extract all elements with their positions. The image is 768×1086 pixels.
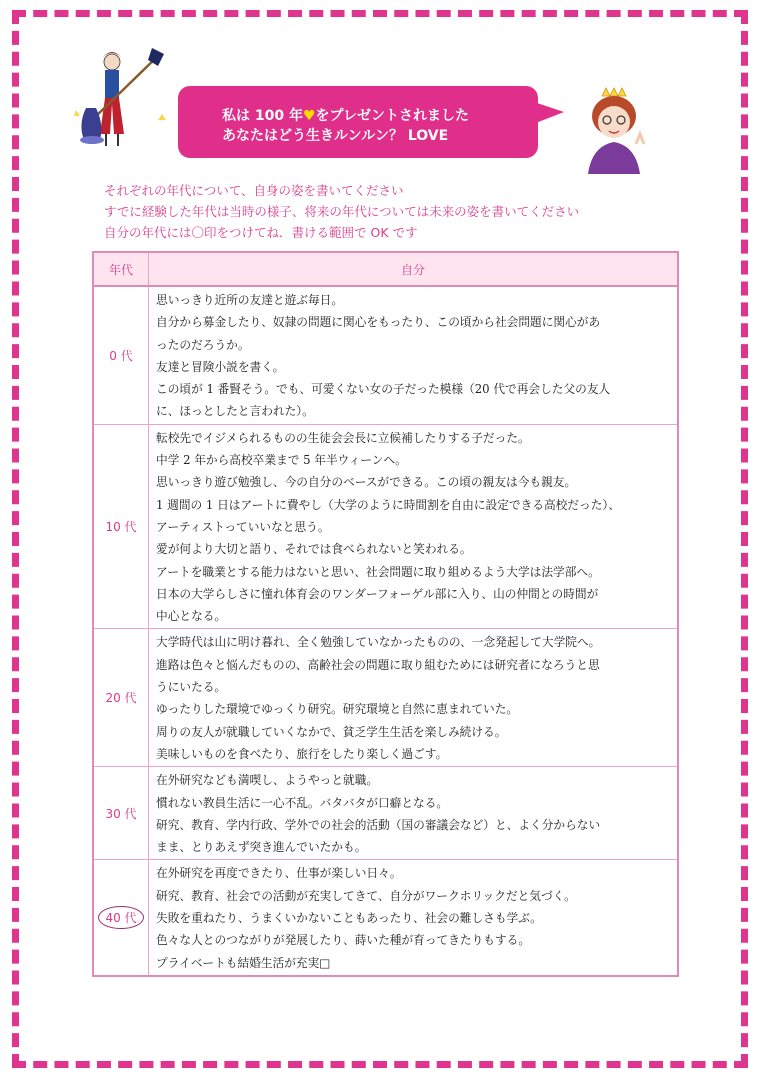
table-row bbox=[93, 767, 678, 860]
header-age: 年代 bbox=[93, 252, 149, 286]
current-decade-circle: 40 代 bbox=[98, 906, 143, 929]
content-line: 中学 2 年から高校卒業まで 5 年半ウィーンへ。 bbox=[156, 453, 407, 468]
table-row bbox=[93, 424, 678, 629]
content-line: 研究、教育、学内行政、学外での社会的活動（国の審議会など）と、よく分からない bbox=[156, 817, 601, 832]
content-cell bbox=[149, 767, 679, 860]
content-line: ゆったりした環境でゆっくり研究。研究環境と自然に恵まれていた。 bbox=[156, 702, 519, 717]
bubble-line-2: あなたはどう生きルンルン？ LOVE bbox=[222, 128, 449, 144]
heart-icon: ♥ bbox=[302, 108, 316, 124]
content-line: 色々な人とのつながりが発展したり、蒔いた種が育ってきたりもする。 bbox=[156, 933, 531, 948]
table-row bbox=[93, 286, 678, 424]
content-line: 美味しいものを食べたり、旅行をしたり楽しく過ごす。 bbox=[156, 746, 448, 761]
content-line: 思いっきり近所の友達と遊ぶ毎日。 bbox=[156, 293, 344, 307]
instruction-line: すでに経験した年代は当時の様子、将来の年代については未来の姿を書いてください bbox=[104, 204, 580, 219]
age-cell: 30 代 bbox=[93, 767, 149, 860]
content-line: 日本の大学らしさに憧れ体育会のワンダーフォーゲル部に入り、山の仲間との時間が bbox=[156, 586, 599, 601]
instructions bbox=[104, 180, 704, 243]
header-self: 自分 bbox=[149, 252, 679, 286]
bubble-line-1-end: をプレゼントされました bbox=[315, 108, 469, 124]
witch-girl-illustration bbox=[72, 44, 172, 154]
content-line: アートを職業とする能力はないと思い、社会問題に取り組めるよう大学は法学部へ。 bbox=[156, 564, 600, 579]
content-line: に、ほっとしたと言われた）。 bbox=[156, 404, 314, 419]
content-line: この頃が 1 番賢そう。でも、可愛くない女の子だった模様（20 代で再会した父の友人 bbox=[156, 382, 611, 397]
content-line: 自分から募金したり、奴隷の問題に関心をもったり、この頃から社会問題に関心があ bbox=[156, 315, 601, 330]
table-header-row bbox=[93, 252, 678, 286]
instruction-line: それぞれの年代について、自身の姿を書いてください bbox=[104, 183, 404, 198]
content-line: 愛が何より大切と語り、それでは食べられないと笑われる。 bbox=[156, 542, 472, 557]
content-cell bbox=[149, 286, 679, 424]
content-line: 転校先でイジメられるものの生徒会会長に立候補したりする子だった。 bbox=[156, 430, 530, 445]
content-line: 進路は色々と悩んだものの、高齢社会の問題に取り組むためには研究者になろうと思 bbox=[156, 657, 600, 672]
table-row bbox=[93, 629, 678, 767]
crowned-girl-illustration bbox=[574, 86, 654, 176]
age-cell: 20 代 bbox=[93, 629, 149, 767]
content-line: 友達と冒険小説を書く。 bbox=[156, 359, 285, 374]
content-line: 1 週間の 1 日はアートに費やし（大学のように時間割を自由に設定できる高校だった）、 bbox=[156, 497, 620, 512]
content-line: 在外研究なども満喫し、ようやっと就職。 bbox=[156, 773, 379, 788]
age-cell: 0 代 bbox=[93, 286, 149, 424]
content-line: 失敗を重ねたり、うまくいかないこともあったり、社会の難しさも学ぶ。 bbox=[156, 911, 542, 926]
age-cell: 10 代 bbox=[93, 424, 149, 629]
content-line: 大学時代は山に明け暮れ、全く勉強していなかったものの、一念発起して大学院へ。 bbox=[156, 635, 601, 650]
content-cell bbox=[149, 860, 679, 976]
content-cell bbox=[149, 424, 679, 629]
content-line: 在外研究を再度できたり、仕事が楽しい日々。 bbox=[156, 866, 402, 881]
content-line: 研究、教育、社会での活動が充実してきて、自分がワークホリックだと気づく。 bbox=[156, 888, 576, 903]
bubble-line-1 bbox=[222, 106, 522, 126]
speech-bubble-text bbox=[222, 106, 522, 146]
table-row bbox=[93, 860, 678, 976]
content-line: まま、とりあえず突き進んでいたかも。 bbox=[156, 840, 367, 855]
speech-bubble-tail bbox=[528, 98, 568, 138]
age-cell-current bbox=[93, 860, 149, 976]
bubble-line-1-start: 私は 100 年 bbox=[222, 108, 303, 124]
content-line: プライベートも結婚生活が充実□ bbox=[156, 955, 331, 970]
life-decades-table bbox=[92, 251, 679, 977]
content-line: 中心となる。 bbox=[156, 609, 227, 624]
content-line: アーティストっていいなと思う。 bbox=[156, 519, 330, 534]
content-line: うにいたる。 bbox=[156, 680, 227, 695]
instruction-line: 自分の年代には〇印をつけてね．書ける範囲で OK です bbox=[104, 225, 418, 240]
content-cell bbox=[149, 629, 679, 767]
content-line: 周りの友人が就職していくなかで、貧乏学生生活を楽しみ続ける。 bbox=[156, 724, 507, 739]
content-line: 慣れない教員生活に一心不乱。バタバタが口癖となる。 bbox=[156, 795, 449, 810]
content-line: ったのだろうか。 bbox=[156, 337, 250, 352]
content-line: 思いっきり遊び勉強し、今の自分のベースができる。この頃の親友は今も親友。 bbox=[156, 475, 577, 490]
